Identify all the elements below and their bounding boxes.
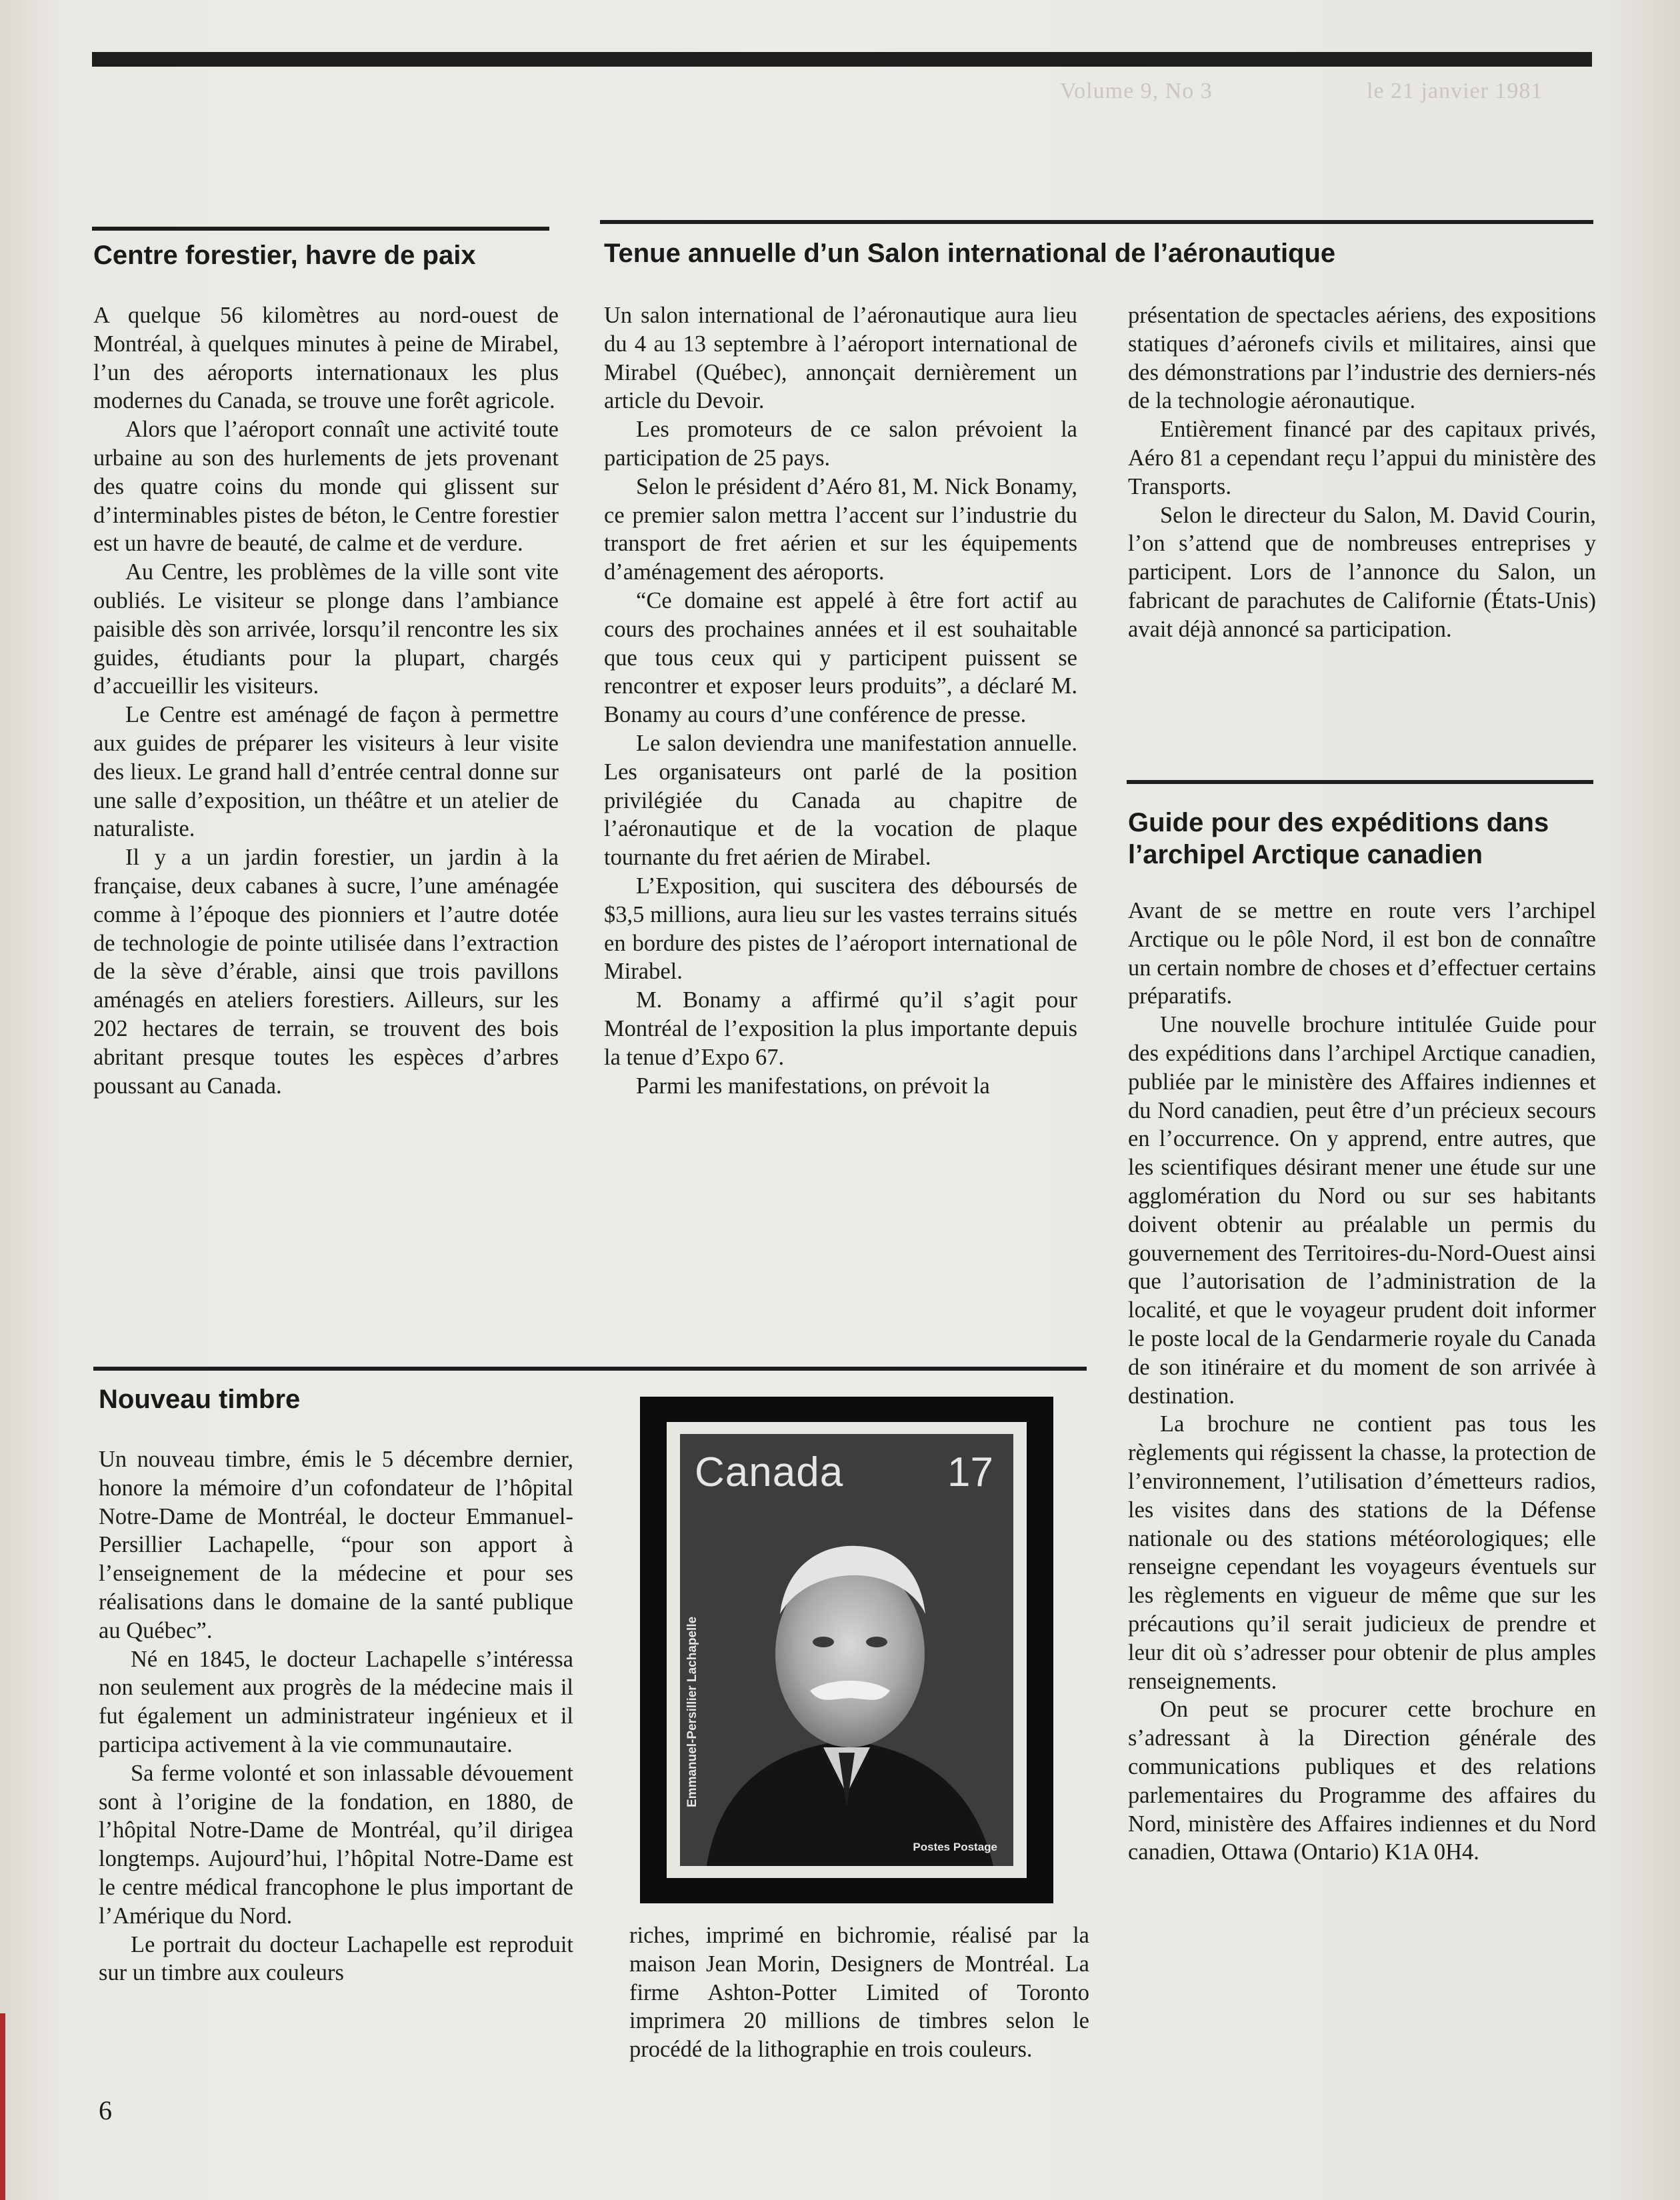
timbre-title: Nouveau timbre (99, 1385, 301, 1414)
paragraph: Né en 1845, le docteur Lachapelle s’intéressa non seulement aux progrès de la médecine mais il fut également un administrateur ingénieux et il participa activement à la vie communautaire. (99, 1646, 573, 1757)
ghost-header-left: Volume 9, No 3 (1060, 79, 1213, 103)
paragraph: Le Centre est aménagé de façon à permettre aux guides de préparer les visiteurs à leur visite des lieux. Le grand hall d’entrée central donne sur une salle d’exposition, un théâtre et un atelier de naturaliste. (93, 702, 559, 842)
stamp-art (680, 1434, 1013, 1866)
stamp-paper (667, 1422, 1027, 1878)
paragraph: La brochure ne contient pas tous les règlements qui régissent la chasse, la protection de l’environnement, l’utilisation d’émetteurs radios, les visites dans des stations de la Défense nationale ou des stations météorologiques; elle renseigne cependant les voyageurs éventuels sur les règlements en vigueur de même que sur les précautions qu’il serait judicieux de prendre et leur dit où s’adresser pour obtenir de plus amples renseignements. (1128, 1411, 1596, 1694)
portrait-illustration (680, 1434, 1013, 1866)
centre-forestier-rule (92, 227, 549, 231)
paragraph: Le salon deviendra une manifestation annuelle. Les organisateurs ont parlé de la position privilégiée du Canada au chapitre de l’aéronautique et de la vocation de plaque tournante du fret aérien de Mirabel. (604, 730, 1077, 871)
paragraph: Parmi les manifestations, on prévoit la (636, 1073, 990, 1099)
top-rule (92, 52, 1592, 67)
binding-edge (0, 2013, 5, 2200)
paragraph: Les promoteurs de ce salon prévoient la participation de 25 pays. (604, 417, 1077, 471)
salon-title: Tenue annuelle d’un Salon international de l’aéronautique (604, 239, 1336, 268)
paragraph: “Ce domaine est appelé à être fort actif au cours des prochaines années et il est souhaitable que tous ceux qui y participent puissent se rencontrer et exposer leurs produits”, a déclaré M. Bonamy au cours d’une conférence de presse. (604, 587, 1077, 728)
page-number: 6 (99, 2095, 112, 2125)
salon-column-1 (604, 301, 1077, 1100)
guide-title-line2: l’archipel Arctique canadien (1128, 840, 1483, 869)
timbre-body (99, 1445, 573, 1987)
guide-rule (1127, 780, 1593, 784)
paragraph: Une nouvelle brochure intitulée Guide pour des expéditions dans l’archipel Arctique canadien, publiée par le ministère des Affaires indiennes et du Nord canadien, peut être d’un précieux secours en l’occurrence. On y apprend, entre autres, que les scientifiques désirant mener une étude sur une agglomération du Nord ou sur ses habitants doivent obtenir au préalable un permis du gouvernement des Territoires-du-Nord-Ouest ainsi que l’autorisation de l’administration de la localité, et que le voyageur prudent doit informer le poste local de la Gendarmerie royale du Canada de son itinéraire et du moment de son arrivée à destination. (1128, 1012, 1596, 1409)
paragraph: Sa ferme volonté et son inlassable dévouement sont à l’origine de la fondation, en 1880, de l’hôpital Notre-Dame de Montréal, qu’il dirigea longtemps. Aujourd’hui, l’hôpital Notre-Dame est le centre médical francophone le plus important de l’Amérique du Nord. (99, 1760, 573, 1929)
stamp-subject: Emmanuel-Persillier Lachapelle (685, 1616, 699, 1807)
centre-forestier-body (93, 301, 559, 1100)
paragraph: L’Exposition, qui suscitera des déboursés de $3,5 millions, aura lieu sur les vastes terrains situés en bordure des pistes de l’aéroport international de Mirabel. (604, 873, 1077, 985)
paragraph: Un salon international de l’aéronautique aura lieu du 4 au 13 septembre à l’aéroport international de Mirabel (Québec), annonçait dernièrement un article du Devoir. (604, 303, 1077, 414)
paragraph: Au Centre, les problèmes de la ville sont vite oubliés. Le visiteur se plonge dans l’ambiance paisible dès son arrivée, lorsqu’il rencontre les six guides, étudiants pour la plupart, chargés d’accueillir les visiteurs. (93, 559, 559, 699)
paragraph: A quelque 56 kilomètres au nord-ouest de Montréal, à quelques minutes à peine de Mirabel, l’un des aéroports internationaux les plus modernes du Canada, se trouve une forêt agricole. (93, 303, 559, 414)
paragraph: Alors que l’aéroport connaît une activité toute urbaine au son des hurlements de jets provenant des quatre coins du monde qui glissent sur d’interminables pistes de béton, le Centre forestier est un havre de beauté, de calme et de verdure. (93, 417, 559, 557)
centre-forestier-title: Centre forestier, havre de paix (93, 241, 476, 270)
salon-column-2 (1128, 301, 1596, 644)
guide-title-line1: Guide pour des expéditions dans (1128, 808, 1549, 837)
paragraph: Avant de se mettre en route vers l’archipel Arctique ou le pôle Nord, il est bon de connaître un certain nombre de choses et d’effectuer certains préparatifs. (1128, 898, 1596, 1009)
ghost-header-right: le 21 janvier 1981 (1367, 79, 1543, 103)
stamp-image (640, 1397, 1053, 1903)
paragraph: riches, imprimé en bichromie, réalisé par la maison Jean Morin, Designers de Montréal. La firme Ashton-Potter Limited of Toronto imprimera 20 millions de timbres selon le procédé de la lithographie en trois couleurs. (629, 1923, 1089, 2063)
paragraph: Le portrait du docteur Lachapelle est reproduit sur un timbre aux couleurs (99, 1931, 573, 1986)
stamp-postage: Postes Postage (913, 1841, 997, 1853)
stamp-value: 17 (947, 1449, 993, 1495)
paragraph: Selon le directeur du Salon, M. David Courin, l’on s’attend que de nombreuses entreprises y participent. Lors de l’annonce du Salon, un fabricant de parachutes de Californie (États-Unis) avait déjà annoncé sa participation. (1128, 502, 1596, 642)
salon-rule (600, 220, 1593, 224)
paragraph: Selon le président d’Aéro 81, M. Nick Bonamy, ce premier salon mettra l’accent sur l’industrie du transport de fret aérien et sur les équipements d’aménagement des aéroports. (604, 473, 1077, 585)
paragraph: On peut se procurer cette brochure en s’adressant à la Direction générale des communications publiques et des relations parlementaires du Programme des affaires du Nord, ministère des Affaires indiennes et du Nord canadien, Ottawa (Ontario) K1A 0H4. (1128, 1697, 1596, 1865)
paragraph: Il y a un jardin forestier, un jardin à la française, deux cabanes à sucre, l’une aménagée comme à l’époque des pionniers et l’autre dotée de technologie de pointe utilisée dans l’extraction de la sève d’érable, ainsi que trois pavillons aménagés en ateliers forestiers. Ailleurs, sur les 202 hectares de terrain, se trouvent des bois abritant presque toutes les espèces d’arbres poussant au Canada. (93, 845, 559, 1099)
guide-body (1128, 897, 1596, 1867)
paragraph: présentation de spectacles aériens, des expositions statiques d’aéronefs civils et militaires, ainsi que des démonstrations par l’industrie des derniers-nés de la technologie aéronautique. (1128, 303, 1596, 414)
paragraph: Entièrement financé par des capitaux privés, Aéro 81 a cependant reçu l’appui du ministère des Transports. (1128, 417, 1596, 499)
guide-title (1128, 807, 1549, 871)
timbre-rule (93, 1367, 1087, 1371)
paragraph: M. Bonamy a affirmé qu’il s’agit pour Montréal de l’exposition la plus importante depuis la tenue d’Expo 67. (604, 987, 1077, 1070)
stamp-country: Canada (695, 1449, 844, 1495)
timbre-continuation (629, 1921, 1089, 2064)
paragraph: Un nouveau timbre, émis le 5 décembre dernier, honore la mémoire d’un cofondateur de l’hôpital Notre-Dame de Montréal, le docteur Emmanuel-Persillier Lachapelle, “pour son apport à l’enseignement de la médecine et pour ses réalisations dans le domaine de la santé publique au Québec”. (99, 1447, 573, 1643)
